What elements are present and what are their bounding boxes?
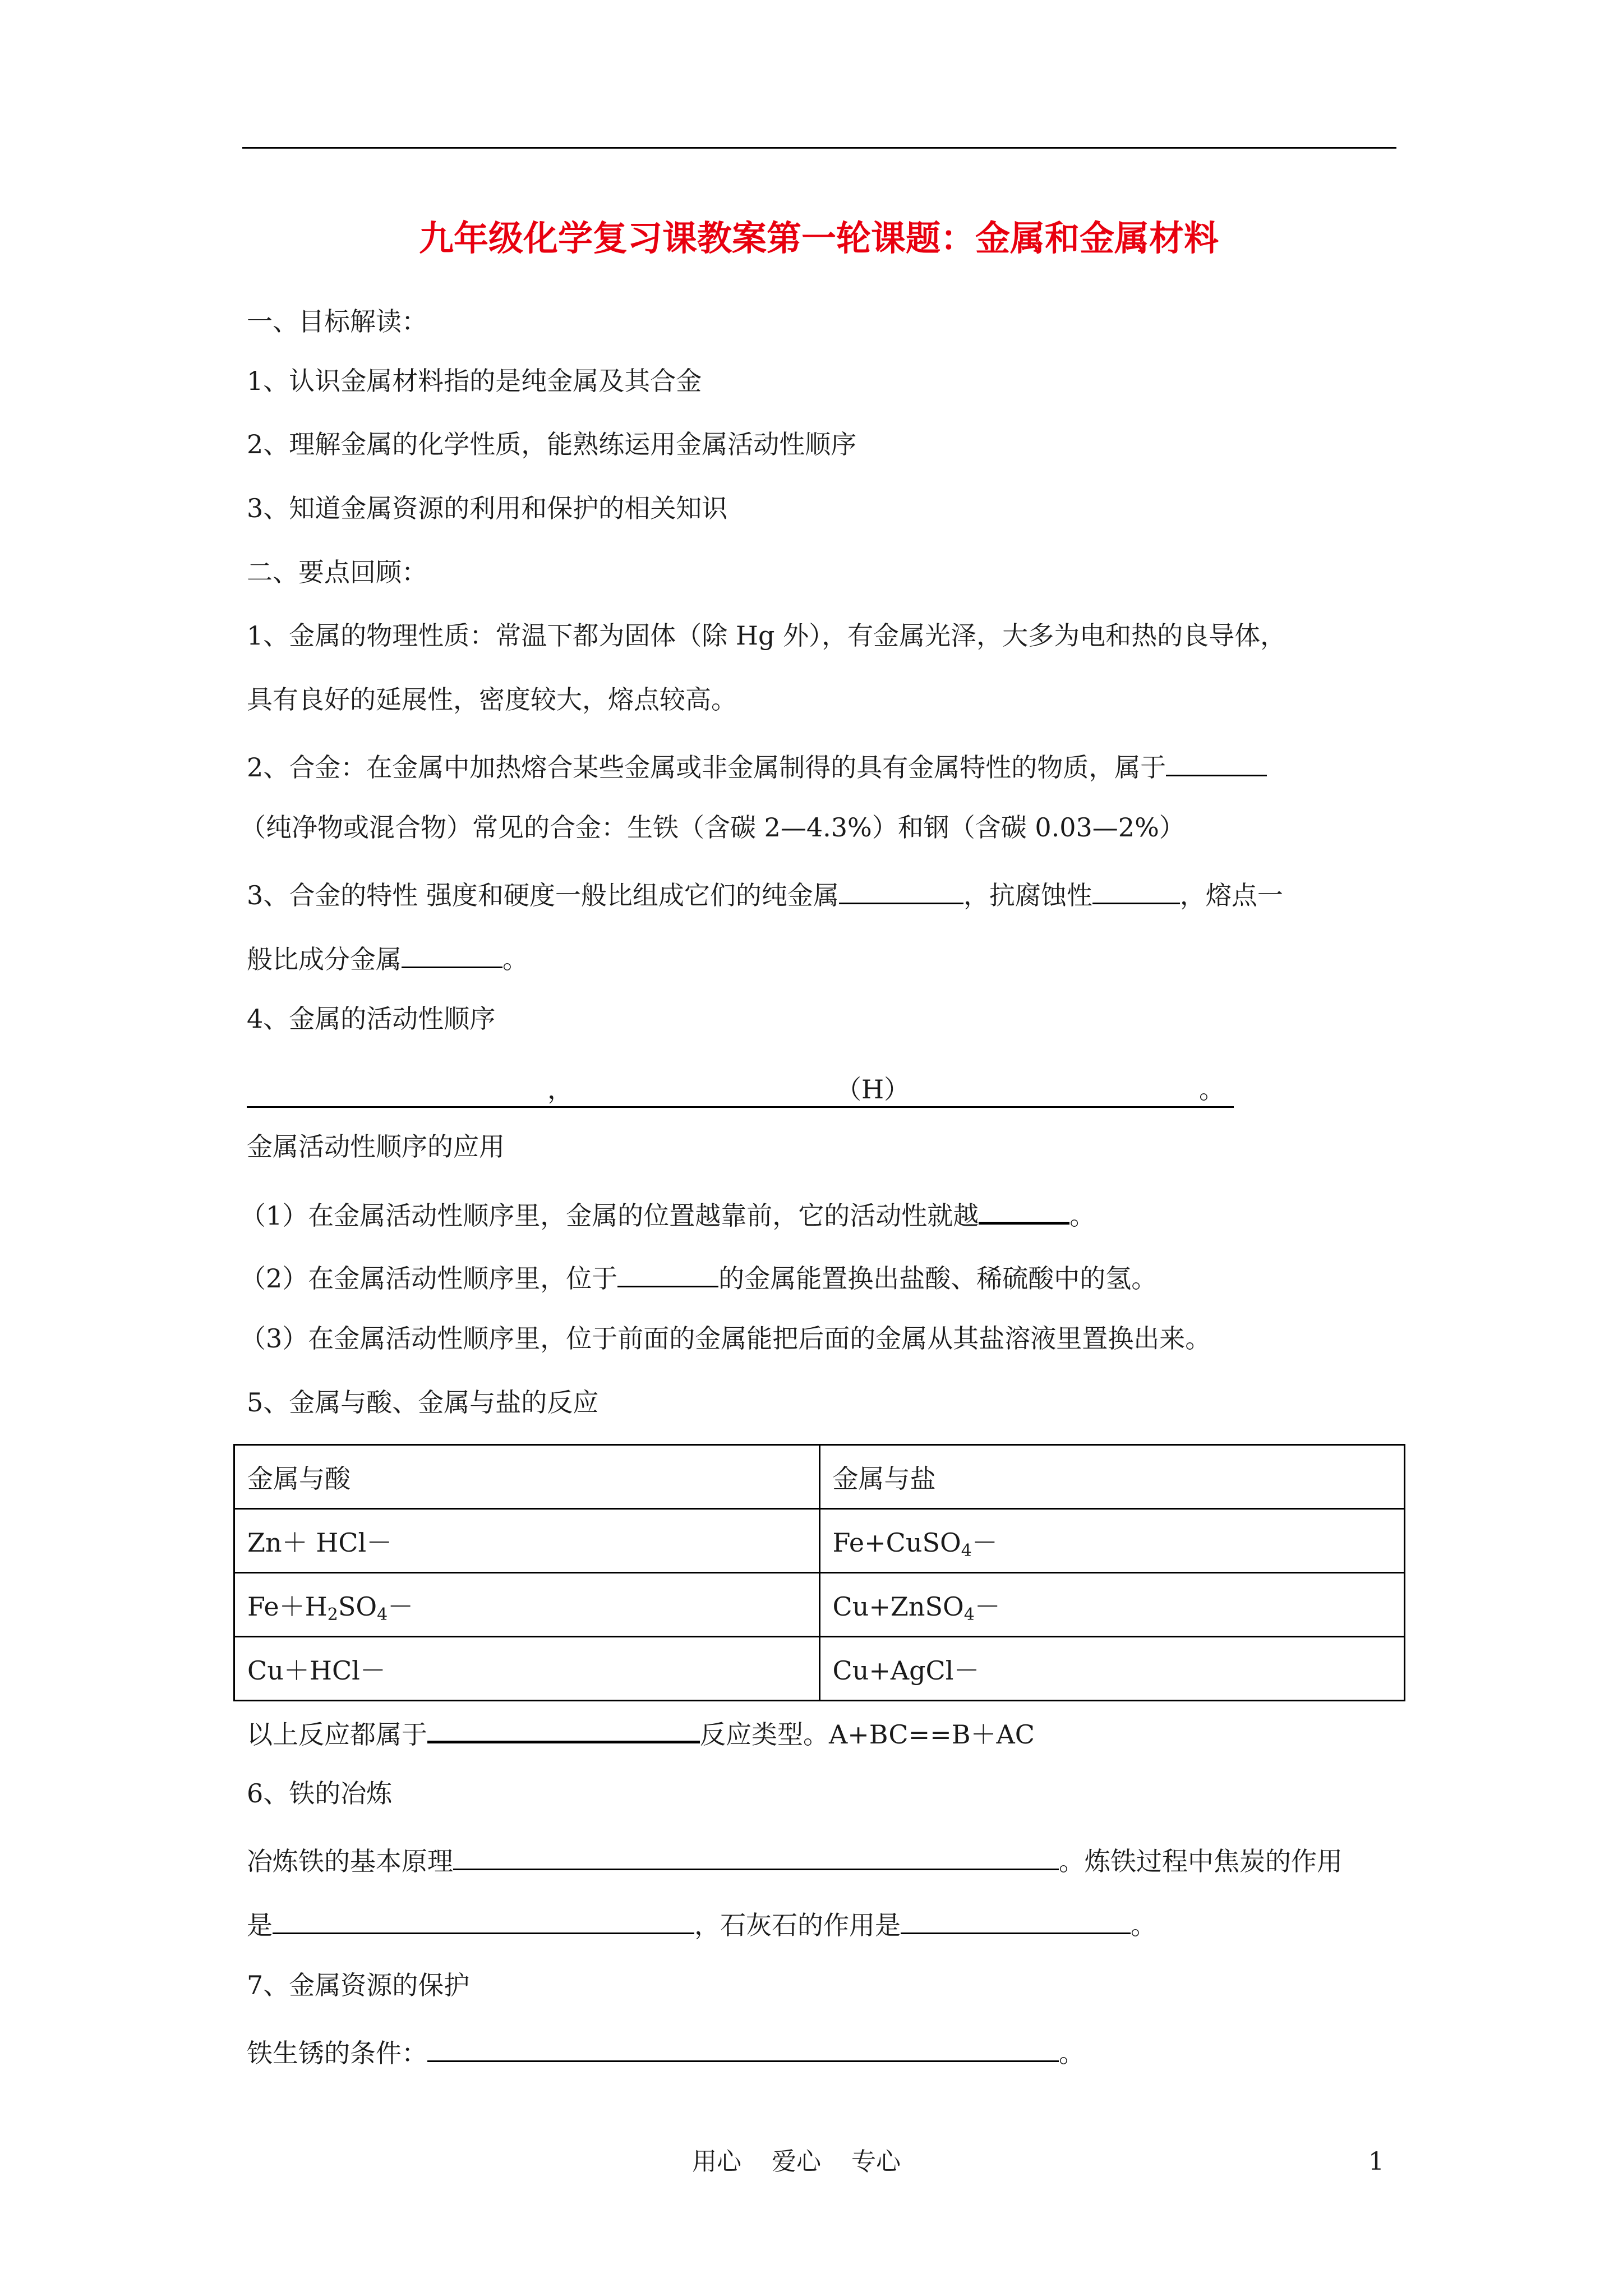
point-2-line-a	[247, 747, 1402, 784]
application-2-text-1: （2）在金属活动性顺序里，位于	[240, 1263, 618, 1294]
coke-role-text: 。炼铁过程中焦炭的作用	[1059, 1846, 1343, 1876]
subscript: 4	[963, 1604, 975, 1625]
table-row	[234, 1573, 1405, 1637]
point-2-line-b: （纯净物或混合物）常见的合金：生铁（含碳 2—4.3%）和钢（含碳 0.03—2%）	[240, 812, 1185, 843]
point-3-text-2: ，抗腐蚀性	[963, 880, 1092, 910]
goal-item-1: 1、认识金属材料指的是纯金属及其合金	[247, 366, 702, 396]
formula-dash: －	[971, 1527, 998, 1558]
table-row	[234, 1445, 1405, 1509]
point-5-heading: 5、金属与酸、金属与盐的反应	[247, 1387, 599, 1418]
application-heading: 金属活动性顺序的应用	[247, 1131, 505, 1162]
point-3-text-1: 3、合金的特性 强度和硬度一般比组成它们的纯金属	[247, 880, 839, 910]
application-1	[240, 1194, 1395, 1232]
blank-position[interactable]	[617, 1258, 718, 1287]
blank-smelting-principle[interactable]	[453, 1841, 1059, 1870]
cell-cu-agcl[interactable]: Cu+AgCl－	[819, 1637, 1405, 1701]
application-3: （3）在金属活动性顺序里，位于前面的金属能把后面的金属从其盐溶液里置换出来。	[240, 1323, 1211, 1354]
activity-order-blank[interactable]	[247, 1073, 1234, 1108]
blank-coke-role[interactable]	[273, 1904, 694, 1934]
reaction-type-text-1: 以上反应都属于	[247, 1719, 427, 1750]
cell-zn-hcl[interactable]: Zn＋ HCl－	[234, 1509, 820, 1573]
smelting-principle-label: 冶炼铁的基本原理	[247, 1846, 453, 1876]
formula-part: Fe＋H	[247, 1591, 328, 1622]
section-2-heading: 二、要点回顾：	[247, 557, 427, 587]
point-1-line-b: 具有良好的延展性，密度较大，熔点较高。	[247, 684, 737, 715]
limestone-end: 。	[1131, 1910, 1156, 1940]
point-6-line-a	[247, 1841, 1402, 1878]
cell-cu-hcl[interactable]: Cu＋HCl－	[234, 1637, 820, 1701]
point-3-text-5: 。	[502, 944, 528, 974]
point-3-line-a	[247, 875, 1402, 912]
point-6-heading: 6、铁的冶炼	[247, 1778, 393, 1809]
formula-part: Fe+CuSO	[832, 1527, 961, 1558]
cell-fe-h2so4[interactable]	[234, 1573, 820, 1637]
formula-dash: －	[974, 1591, 1000, 1622]
point-4-heading: 4、金属的活动性顺序	[247, 1004, 496, 1034]
point-3-line-b	[247, 938, 1402, 976]
point-7-line-a	[247, 2032, 1402, 2070]
cell-cu-znso4[interactable]	[819, 1573, 1405, 1637]
application-1-text: （1）在金属活动性顺序里，金属的位置越靠前，它的活动性就越	[240, 1200, 979, 1231]
blank-corrosion[interactable]	[1092, 875, 1180, 904]
point-6-line-b	[247, 1904, 1402, 1942]
table-row	[234, 1509, 1405, 1573]
section-1-heading: 一、目标解读：	[247, 306, 427, 337]
blank-limestone-role[interactable]	[901, 1904, 1131, 1934]
point-1-line-a: 1、金属的物理性质：常温下都为固体（除 Hg 外），有金属光泽，大多为电和热的良导体，	[247, 620, 1287, 651]
order-hydrogen: （H）	[836, 1074, 910, 1105]
table-head-acid: 金属与酸	[234, 1445, 820, 1509]
formula-part: Cu+ZnSO	[832, 1591, 964, 1622]
blank-hardness[interactable]	[839, 875, 963, 904]
point-3-text-3: ，熔点一	[1179, 880, 1283, 910]
order-comma: ，	[547, 1074, 573, 1105]
rust-condition-label: 铁生锈的条件：	[247, 2038, 427, 2068]
subscript: 2	[327, 1604, 338, 1625]
page-number: 1	[1368, 2147, 1384, 2176]
rust-condition-end: 。	[1059, 2038, 1085, 2068]
cell-fe-cuso4[interactable]	[819, 1509, 1405, 1573]
footer-motto: 用心 爱心 专心	[692, 2147, 901, 2176]
application-1-end: 。	[1069, 1200, 1096, 1231]
order-end: 。	[1199, 1074, 1225, 1105]
page-title: 九年级化学复习课教案第一轮课题：金属和金属材料	[418, 218, 1219, 259]
table-head-salt: 金属与盐	[819, 1445, 1405, 1509]
subscript: 4	[377, 1604, 388, 1625]
goal-item-3: 3、知道金属资源的利用和保护的相关知识	[247, 493, 728, 523]
subscript: 4	[961, 1540, 972, 1561]
point-7-heading: 7、金属资源的保护	[247, 1970, 470, 2000]
goal-item-2: 2、理解金属的化学性质，能熟练运用金属活动性顺序	[247, 429, 857, 459]
coke-role-label: 是	[247, 1910, 273, 1940]
blank-rust-condition[interactable]	[427, 2032, 1059, 2062]
point-3-text-4: 般比成分金属	[247, 944, 402, 974]
formula-dash: －	[388, 1591, 414, 1622]
blank-activity[interactable]	[979, 1194, 1069, 1225]
reaction-table	[233, 1444, 1405, 1701]
limestone-role-label: ，石灰石的作用是	[694, 1910, 901, 1940]
blank-mixture[interactable]	[1166, 747, 1267, 776]
table-row	[234, 1637, 1405, 1701]
formula-part: SO	[338, 1591, 377, 1622]
header-rule	[242, 147, 1396, 149]
application-2	[240, 1258, 1395, 1295]
reaction-type-line	[247, 1713, 1402, 1751]
application-2-text-2: 的金属能置换出盐酸、稀硫酸中的氢。	[718, 1263, 1158, 1294]
blank-melting-point[interactable]	[402, 938, 502, 968]
point-2-text: 2、合金：在金属中加热熔合某些金属或非金属制得的具有金属特性的物质，属于	[247, 752, 1166, 783]
reaction-type-text-2: 反应类型。A+BC==B＋AC	[700, 1719, 1035, 1750]
blank-reaction-type[interactable]	[427, 1713, 700, 1743]
